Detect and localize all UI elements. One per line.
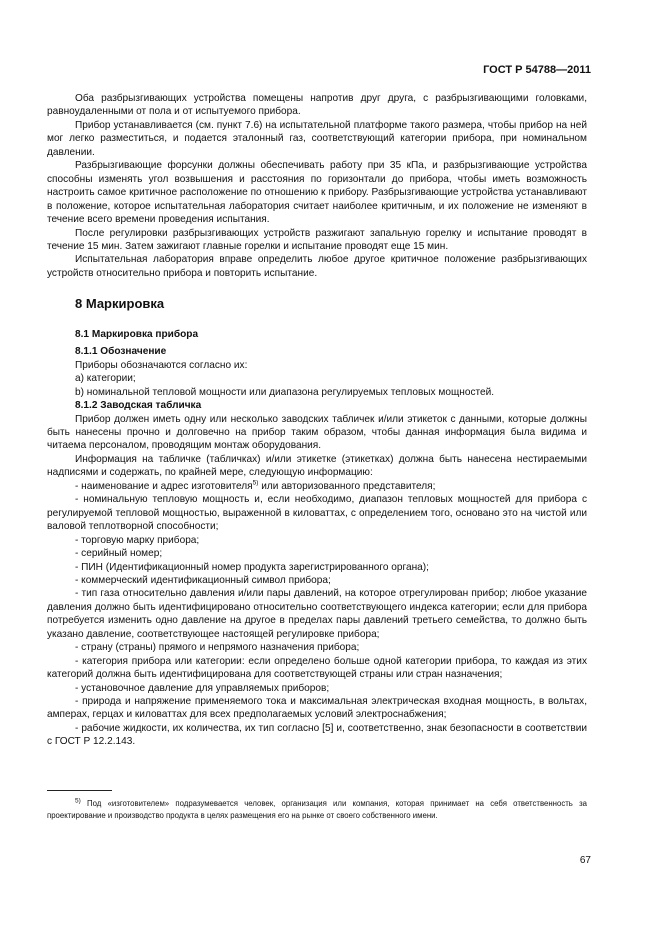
designation-line: b) номинальной тепловой мощности или диапазона регулируемых тепловых мощностей. — [75, 386, 495, 398]
list-item: - серийный номер; — [75, 548, 163, 560]
paragraph: Информация на табличке (табличках) и/или этикетке (этикетках) должна быть нанесена нестираемыми надписями и содержать, по крайней мере, следующую информацию: — [47, 453, 587, 479]
list-item: - страну (страны) прямого и непрямого назначения прибора; — [75, 642, 360, 654]
list-item: - природа и напряжение применяемого тока и максимальная электрическая входная мощность, в вольтах, амперах, герцах и киловаттах для всех предполагаемых условий электроснабжения; — [47, 696, 587, 721]
list-item: - ПИН (Идентификационный номер продукта зарегистрированного органа); — [75, 561, 429, 573]
subsection-heading-8-1: 8.1 Маркировка прибора — [75, 328, 199, 340]
footnote-text: Под «изготовителем» подразумевается человек, организация или компания, которая принимает на себя ответственность за проектирование и производство продукта в целях размещения его на рынке от своего собственного имени. — [47, 799, 587, 820]
footnote — [47, 798, 587, 821]
list-item: - тип газа относительно давления и/или пары давлений, на которое отрегулирован прибор; любое указание давления должно быть идентифицировано относительно соответствующего индекса категории; если для прибора потребуется изменить одно давление на другое в пределах пары давлений третьего семейства, то должно быть указано давление, соответствующее настоящей регулировке прибора; — [47, 588, 587, 640]
list-item: - торговую марку прибора; — [75, 534, 200, 546]
page-body — [47, 92, 587, 749]
document-code: ГОСТ Р 54788—2011 — [483, 64, 591, 76]
footnote-mark: 5) — [75, 797, 81, 805]
paragraph: Прибор должен иметь одну или несколько заводских табличек и/или этикеток с данными, которые должны быть нанесены прочно и долговечно на прибор таким образом, чтобы данная информация была видима и читаема персоналом, проводящим монтаж оборудования. — [47, 413, 587, 452]
subsection-heading-8-1-1: 8.1.1 Обозначение — [75, 346, 167, 358]
paragraph: Оба разбрызгивающих устройства помещены напротив друг друга, с разбрызгивающими головками, равноудаленными от пола и от испытуемого прибора. — [47, 93, 587, 118]
list-item: - рабочие жидкости, их количества, их тип согласно [5] и, соответственно, знак безопасности в соответствии с ГОСТ Р 12.2.143. — [47, 722, 587, 748]
section-heading: 8 Маркировка — [75, 296, 165, 312]
footnote-ref[interactable]: 5) — [252, 479, 259, 487]
list-item: - категория прибора или категории: если определено больше одной категории прибора, то каждая из этих категорий должна быть идентифицирована для соответствующей страны или стран назначения; — [47, 655, 587, 681]
list-item: - номинальную тепловую мощность и, если необходимо, диапазон тепловых мощностей для прибора с регулируемой тепловой мощностью, выраженной в киловаттах, с определением того, основано это на чистой или валовой теплотворной способности; — [47, 494, 587, 533]
list-item: - коммерческий идентификационный символ прибора; — [75, 574, 331, 586]
list-item-manufacturer — [47, 480, 587, 493]
subsection-heading-8-1-2: 8.1.2 Заводская табличка — [75, 400, 202, 412]
list-item-text: - наименование и адрес изготовителя — [75, 480, 253, 492]
designation-line: а) категории; — [75, 373, 136, 385]
footnote-separator — [47, 790, 112, 791]
paragraph: После регулировки разбрызгивающих устройств разжигают запальную горелку и испытание проводят в течение 15 мин. Затем зажигают главные горелки и испытание проводят еще 15 мин. — [47, 227, 587, 252]
designation-line: Приборы обозначаются согласно их: — [75, 359, 248, 371]
paragraph: Разбрызгивающие форсунки должны обеспечивать работу при 35 кПа, и разбрызгивающие устройства способны изменять угол возвышения и расстояния по горизонтали до прибора, чтобы иметь возможность настроить самое критичное расположение по отношению к прибору. Разбрызгивающие устройства устанавливают в положение, которое испытательная лаборатория считает наиболее критичным, и их положение не изменяют в течение всего времени проведения испытания. — [47, 160, 587, 226]
list-item-text: или авторизованного представителя; — [258, 480, 436, 492]
page-number: 67 — [579, 855, 591, 866]
list-item: - установочное давление для управляемых приборов; — [75, 682, 330, 694]
paragraph: Испытательная лаборатория вправе определить любое другое критичное положение разбрызгивающих устройств относительно прибора и повторить испытание. — [47, 254, 587, 279]
paragraph: Прибор устанавливается (см. пункт 7.6) на испытательной платформе такого размера, чтобы прибор на ней мог легко разместиться, и подается эталонный газ, соответствующий категории прибора, при номинальном давлении. — [47, 119, 587, 158]
